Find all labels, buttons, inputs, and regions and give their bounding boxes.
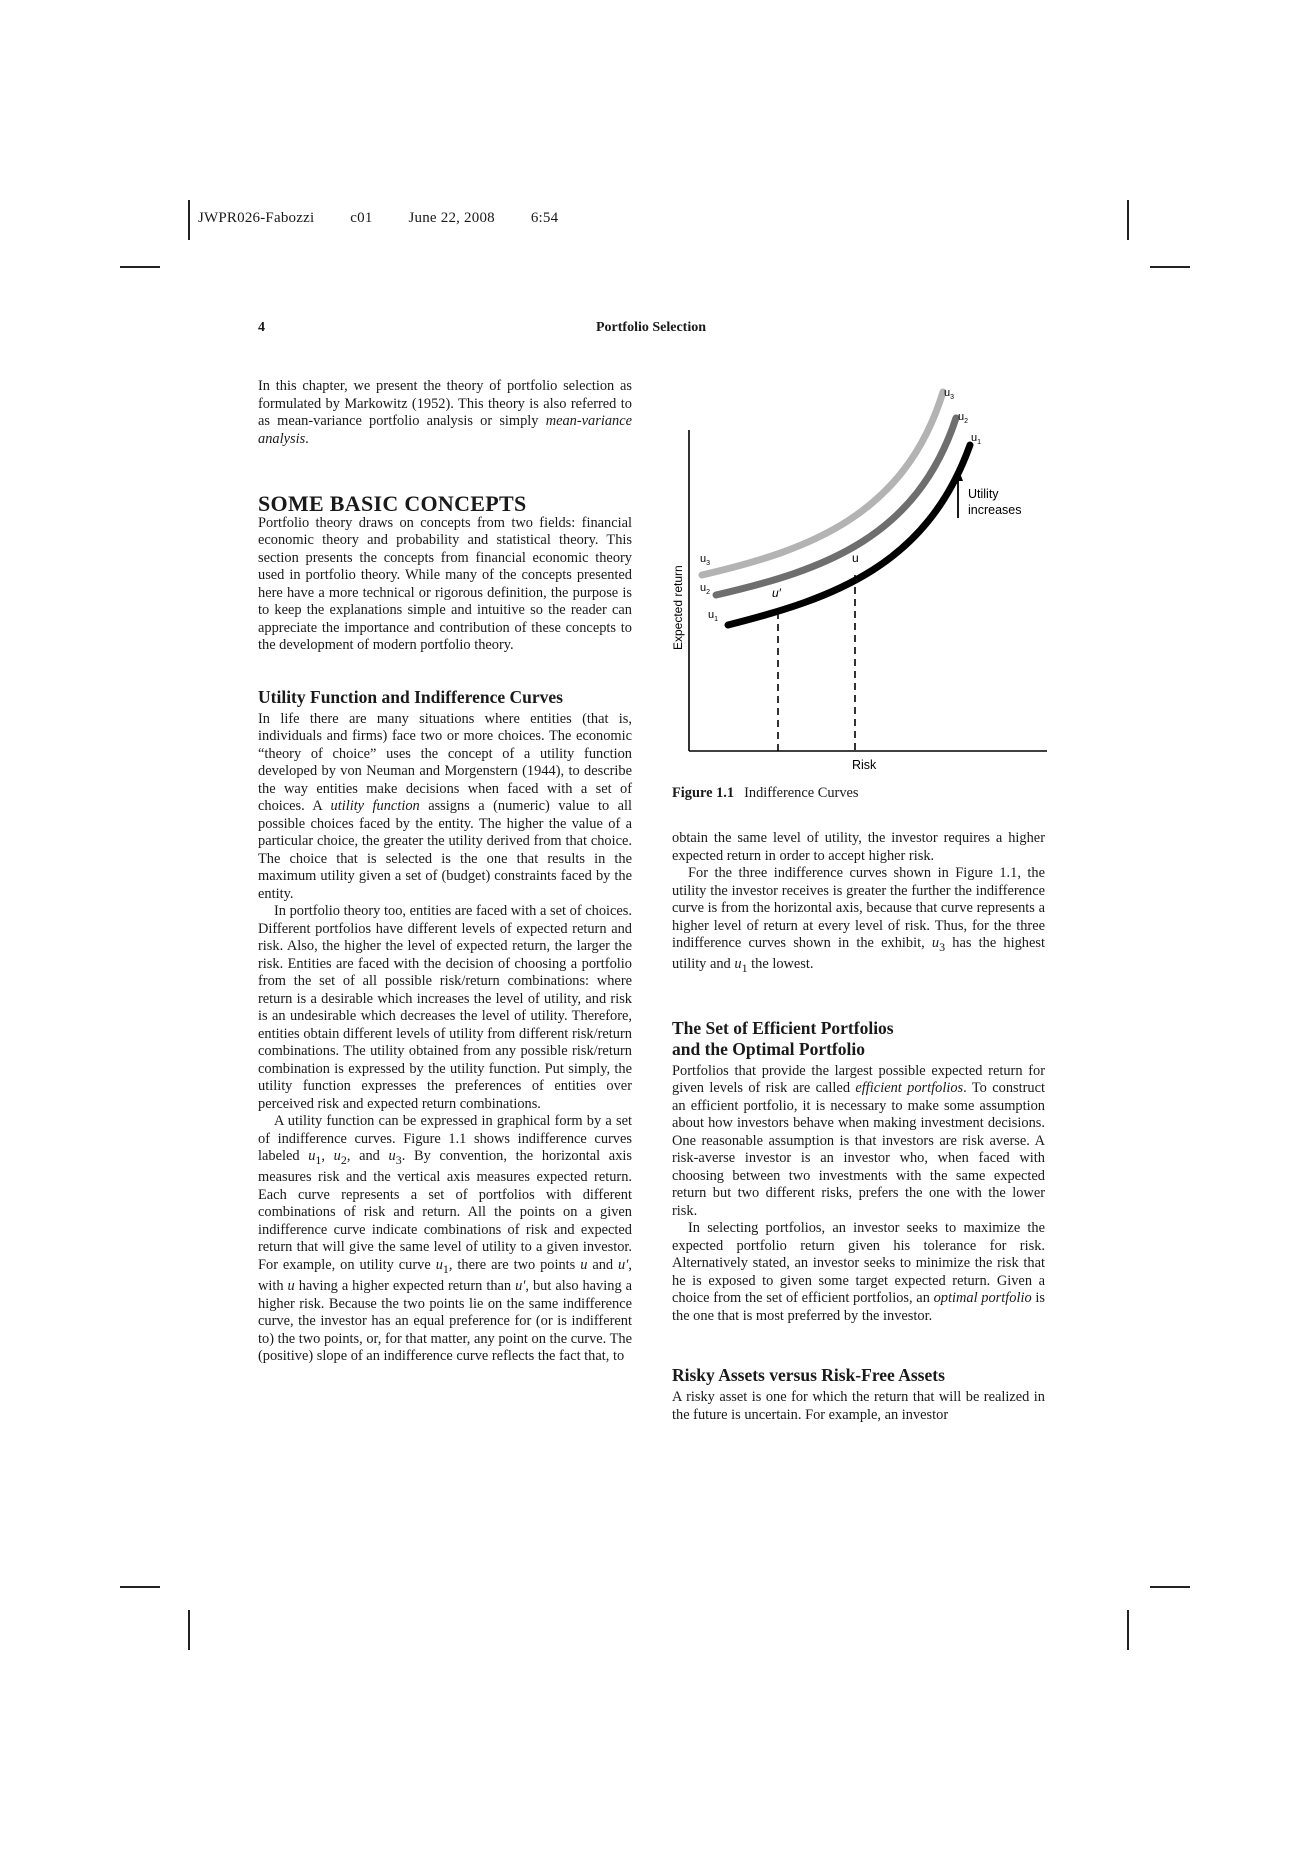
left-column	[258, 378, 632, 1366]
crop-mark	[1127, 1610, 1129, 1650]
utility-paragraph-1: In life there are many situations where entities (that is, individuals and firms) face two or more choices. The economic “theory of choice” uses the concept of a utility function developed by von Neuman and Morgenstern (1944), to describe the way entities make decisions when faced with a set of choices. A utility function assigns a (numeric) value to all possible choices faced by the entity. The higher the value of a particular choice, the greater the utility derived from that choice. The choice that is selected is the one that results in the maximum utility given a set of (budget) constraints faced by the entity.	[258, 710, 632, 902]
efficient-paragraph-1: Portfolios that provide the largest possible expected return for given levels of risk are called efficient portfolios. To construct an efficient portfolio, it is necessary to make some assumption about how investors behave when making investment decisions. One reasonable assumption is that investors are risk averse. A risk-averse investor is an investor who, when faced with choosing between two investments with the same expected return but two different risks, prefers the one with the lower risk.	[672, 1062, 1046, 1219]
right-column	[672, 830, 1045, 1424]
utility-increases-line1: Utility	[968, 487, 999, 501]
intro-paragraph: In this chapter, we present the theory of portfolio selection as formulated by Markowitz (1952). This theory is also referred to as mean-variance portfolio analysis or simply mean-variance analysis.	[258, 378, 632, 447]
crop-mark	[1150, 1586, 1190, 1588]
print-date: June 22, 2008	[408, 210, 495, 226]
curve-label-u1-left: $u_1$	[708, 609, 719, 623]
point-label-u: u	[852, 551, 859, 565]
curve-label-u2-top: $u_2$	[958, 411, 969, 425]
basic-concepts-paragraph: Portfolio theory draws on concepts from two fields: financial economic theory and probability and statistical theory. This section presents the concepts from financial economic theory used in portfolio theory. While many of the concepts presented here have a more technical or rigorous definition, the purpose is to keep the explanations simple and intuitive so the reader can appreciate the importance and contribution of these concepts to the development of modern portfolio theory.	[258, 514, 632, 653]
curve-label-u3-top: $u_3$	[944, 387, 955, 401]
efficient-paragraph-2: In selecting portfolios, an investor seeks to maximize the expected portfolio return given his tolerance for risk. Alternatively stated, an investor seeks to minimize the risk that he is exposed to given some target expected return. Given a choice from the set of efficient portfolios, an optimal portfolio is the one that is most preferred by the investor.	[672, 1220, 1045, 1324]
curve-label-u2-left: $u_2$	[700, 582, 711, 596]
crop-mark	[188, 200, 190, 240]
y-axis-label: Expected return	[671, 565, 685, 650]
utility-paragraph-2: In portfolio theory too, entities are faced with a set of choices. Different portfolios have different levels of expected return and risk. Also, the higher the level of expected return, the larger the risk. Entities are faced with the decision of choosing a portfolio from the set of all possible risk/return combinations: where return is a desirable which increases the level of utility, and risk is an undesirable which decreases the level of utility. Therefore, entities obtain different levels of utility from different risk/return combinations. The utility obtained from any possible risk/return combination is expressed by the utility function. Put simply, the utility function expresses the preferences of entities over perceived risk and expected return combinations.	[258, 903, 632, 1112]
chapter-code: c01	[350, 210, 373, 226]
curve-label-u1-top: $u_1$	[971, 432, 982, 446]
crop-mark	[120, 266, 160, 268]
book-id: JWPR026-Fabozzi	[198, 210, 315, 226]
indifference-curves-chart	[660, 375, 1060, 775]
risky-paragraph: A risky asset is one for which the return that will be realized in the future is uncertain. For example, an investor	[672, 1389, 1045, 1423]
utility-paragraph-3: A utility function can be expressed in graphical form by a set of indifference curves. Figure 1.1 shows indifference curves labeled $u_1$, $u_2$, and $u_3$. By convention, the horizontal axis measures risk and the vertical axis measures expected return. Each curve represents a set of portfolios with different combinations of risk and return. All the points on a given indifference curve indicate combinations of risk and expected return that will give the same level of utility to a given investor. For example, on utility curve $u_1$, there are two points u and u′, with u having a higher expected return than u′, but also having a higher risk. Because the two points lie on the same indifference curve, the investor has an equal preference for (or is indifferent to) the two points, or, for that matter, any point on the curve. The (positive) slope of an indifference curve reflects the fact that, to	[258, 1113, 632, 1365]
section-heading-risky-assets: Risky Assets versus Risk-Free Assets	[672, 1365, 945, 1386]
curve-label-u3-left: $u_3$	[700, 553, 711, 567]
crop-mark	[1127, 200, 1129, 240]
running-head: Portfolio Selection	[596, 320, 707, 335]
crop-mark	[188, 1610, 190, 1650]
section-heading-efficient: The Set of Efficient Portfolios and the Optimal Portfolio	[672, 1017, 894, 1059]
figure-label: Figure 1.1	[672, 785, 735, 801]
crop-mark	[120, 1586, 160, 1588]
point-label-u-prime: u′	[772, 586, 781, 600]
right-paragraph-1: obtain the same level of utility, the investor requires a higher expected return in order to accept higher risk.	[672, 830, 1045, 864]
right-paragraph-2: For the three indifference curves shown in Figure 1.1, the utility the investor receives is greater the further the indifference curve is from the horizontal axis, because that curve represents a higher level of return at every level of risk. Thus, for the three indifference curves shown in the exhibit, $u_3$ has the highest utility and $u_1$ the lowest.	[672, 865, 1045, 976]
crop-mark	[1150, 266, 1190, 268]
page-number: 4	[258, 320, 265, 335]
print-header	[198, 210, 590, 227]
print-time: 6:54	[530, 210, 559, 226]
section-heading-basic-concepts: SOME BASIC CONCEPTS	[258, 491, 527, 516]
figure-title: Indifference Curves	[744, 785, 859, 801]
figure-caption	[672, 785, 859, 802]
utility-increases-line2: increases	[968, 503, 1022, 517]
x-axis-label: Risk	[852, 758, 877, 772]
section-heading-utility: Utility Function and Indifference Curves	[258, 686, 563, 707]
